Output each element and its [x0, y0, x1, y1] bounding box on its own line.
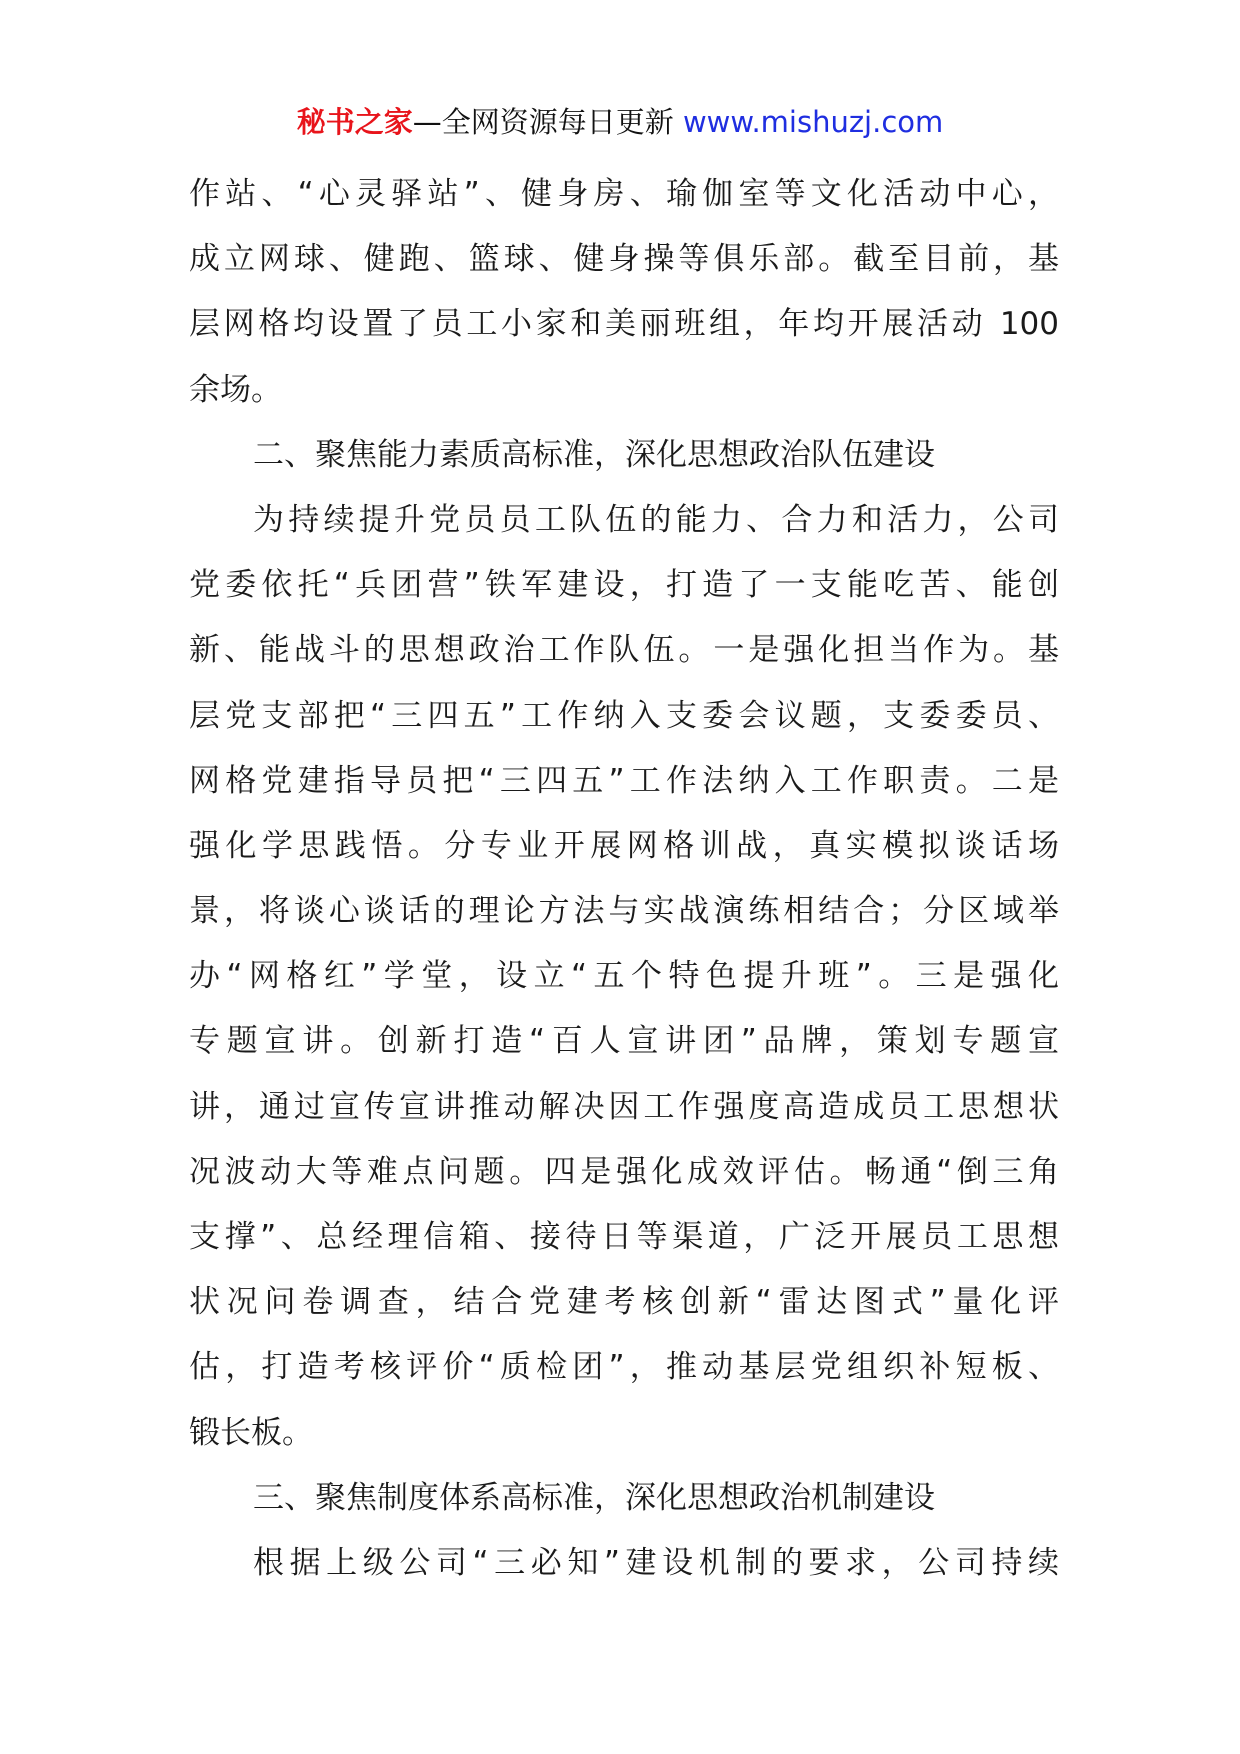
- header-url-link[interactable]: www.mishuzj.com: [682, 105, 944, 139]
- text-line: 党委依托“兵团营”铁军建设，打造了一支能吃苦、能创: [189, 567, 1059, 604]
- text-line: 支撑”、总经理信箱、接待日等渠道，广泛开展员工思想: [189, 1219, 1059, 1255]
- text-line: 况波动大等难点问题。四是强化成效评估。畅通“倒三角: [189, 1153, 1059, 1190]
- text-line: 状况问卷调查，结合党建考核创新“雷达图式”量化评: [189, 1284, 1059, 1321]
- page-header: [0, 102, 1240, 142]
- text-line: 余场。: [189, 371, 282, 408]
- section-heading: 二、聚焦能力素质高标准，深化思想政治队伍建设: [253, 436, 935, 473]
- document-body: [189, 162, 1059, 1596]
- text-line: 估，打造考核评价“质检团”，推动基层党组织补短板、: [189, 1349, 1059, 1386]
- text-line: 为持续提升党员员工队伍的能力、合力和活力，公司: [253, 501, 1059, 538]
- text-line: 锻长板。: [189, 1414, 313, 1451]
- text-line: 根据上级公司“三必知”建设机制的要求，公司持续: [253, 1544, 1059, 1581]
- section-heading: 三、聚焦制度体系高标准，深化思想政治机制建设: [253, 1479, 935, 1516]
- text-line: 新、能战斗的思想政治工作队伍。一是强化担当作为。基: [189, 632, 1059, 669]
- text-line: 专题宣讲。创新打造“百人宣讲团”品牌，策划专题宣: [189, 1023, 1059, 1060]
- text-line: 作站、“心灵驿站”、健身房、瑜伽室等文化活动中心，: [189, 176, 1059, 212]
- header-tagline: —全网资源每日更新: [412, 105, 683, 139]
- text-line: 强化学思践悟。分专业开展网格训战，真实模拟谈话场: [189, 827, 1059, 864]
- text-line: 网格党建指导员把“三四五”工作法纳入工作职责。二是: [189, 762, 1059, 799]
- header-brand: 秘书之家: [296, 105, 413, 139]
- text-line: 成立网球、健跑、篮球、健身操等俱乐部。截至目前，基: [189, 241, 1059, 278]
- text-line: 层网格均设置了员工小家和美丽班组，年均开展活动 100: [189, 306, 1059, 343]
- text-line: 景，将谈心谈话的理论方法与实战演练相结合；分区域举: [189, 893, 1059, 930]
- text-line: 讲，通过宣传宣讲推动解决因工作强度高造成员工思想状: [189, 1088, 1059, 1125]
- text-line: 办“网格红”学堂，设立“五个特色提升班”。三是强化: [189, 958, 1059, 995]
- text-line: 层党支部把“三四五”工作纳入支委会议题，支委委员、: [189, 697, 1059, 734]
